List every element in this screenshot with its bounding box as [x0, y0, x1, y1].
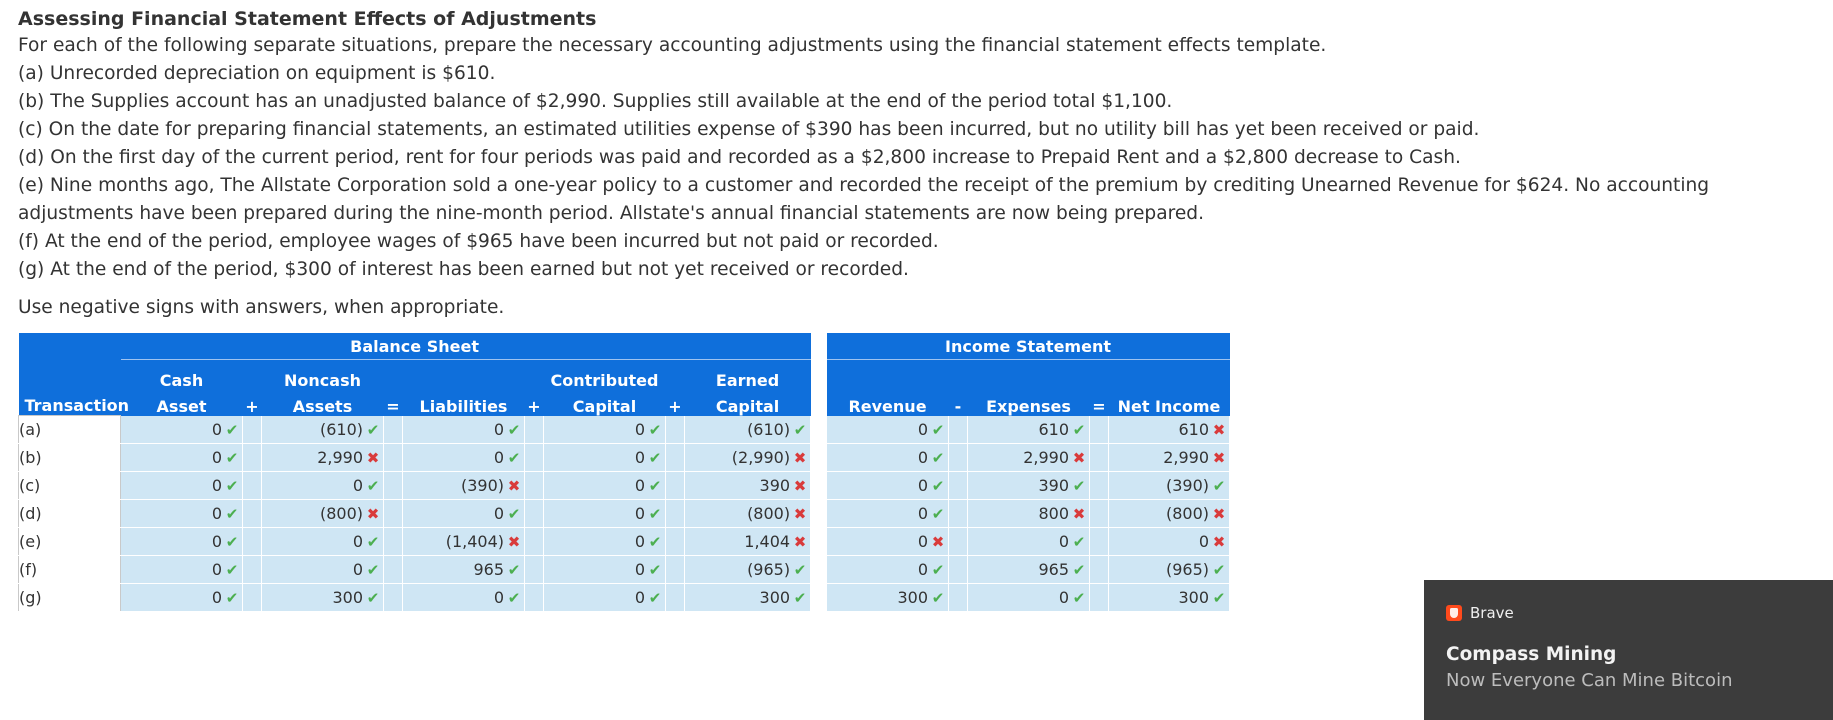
- operator-spacer: [1090, 527, 1109, 555]
- operator-spacer: [1090, 555, 1109, 583]
- correct-check-icon: ✔: [648, 589, 662, 607]
- operator-spacer: [949, 583, 968, 611]
- transaction-label: (f): [19, 556, 121, 584]
- correct-check-icon: ✔: [931, 420, 945, 439]
- cell-noncash[interactable]: [262, 444, 384, 472]
- operator-plus: +: [243, 390, 262, 416]
- operator-spacer: [949, 555, 968, 583]
- operator-spacer: [525, 444, 544, 472]
- cell-net-income[interactable]: [1109, 471, 1230, 499]
- notification-body: Now Everyone Can Mine Bitcoin: [1446, 670, 1733, 691]
- cell-cash[interactable]: [121, 500, 243, 528]
- table-row: [19, 416, 811, 444]
- incorrect-x-icon: ✖: [1072, 504, 1086, 523]
- operator-spacer: [1090, 416, 1109, 444]
- cell-value: (610): [747, 419, 791, 439]
- cell-value: 300: [1178, 587, 1210, 607]
- cell-value: 390: [759, 476, 791, 495]
- transaction-header: Transaction: [19, 390, 121, 416]
- operator-spacer: [1090, 499, 1109, 527]
- correct-check-icon: ✔: [793, 420, 807, 439]
- cell-value: 0: [493, 419, 504, 439]
- operator-spacer: [384, 444, 403, 472]
- cell-value: 0: [917, 559, 928, 579]
- cell-value: (390): [1165, 475, 1210, 495]
- cell-value: 0: [634, 476, 645, 495]
- table-row: [827, 527, 1230, 555]
- operator-spacer: [384, 500, 403, 528]
- bs-col-cash-line1: Cash: [121, 360, 243, 390]
- operator-spacer: [666, 416, 685, 444]
- operator-spacer: [243, 444, 262, 472]
- cell-value: 0: [634, 532, 645, 551]
- cell-value: 0: [211, 532, 222, 551]
- cell-earned[interactable]: [685, 444, 811, 472]
- cell-value: 0: [211, 504, 222, 523]
- correct-check-icon: ✔: [648, 533, 662, 551]
- transaction-label: (d): [19, 500, 121, 528]
- cell-earned[interactable]: [685, 500, 811, 528]
- operator-spacer: [1090, 443, 1109, 471]
- cell-value: 0: [493, 504, 504, 523]
- cell-value: 300: [897, 587, 928, 607]
- cell-cash[interactable]: [121, 444, 243, 472]
- bs-col-contributed-line2: Capital: [544, 390, 666, 416]
- cell-value: (800): [747, 504, 791, 523]
- incorrect-x-icon: ✖: [793, 533, 807, 551]
- cell-net-income[interactable]: [1109, 499, 1230, 527]
- cell-noncash[interactable]: [262, 416, 384, 444]
- cell-contributed[interactable]: [544, 416, 666, 444]
- operator-spacer: [666, 556, 685, 584]
- cell-value: 0: [917, 531, 928, 551]
- operator-spacer: [384, 556, 403, 584]
- cell-noncash[interactable]: [262, 584, 384, 612]
- cell-value: 0: [917, 447, 928, 467]
- operator-equals: =: [1090, 390, 1109, 416]
- incorrect-x-icon: ✖: [1212, 504, 1226, 523]
- correct-check-icon: ✔: [1072, 588, 1086, 607]
- notification-toast[interactable]: [1424, 580, 1833, 720]
- cell-value: 0: [211, 588, 222, 607]
- cell-value: 1,404: [744, 532, 791, 551]
- cell-value: 965: [473, 560, 504, 579]
- operator-spacer: [666, 472, 685, 500]
- cell-liabilities[interactable]: [403, 556, 525, 584]
- incorrect-x-icon: ✖: [507, 533, 521, 551]
- incorrect-x-icon: ✖: [793, 477, 807, 495]
- correct-check-icon: ✔: [366, 533, 380, 551]
- correct-check-icon: ✔: [648, 561, 662, 579]
- situation-a: (a) Unrecorded depreciation on equipment is $610.: [18, 63, 496, 84]
- cell-value: (800): [319, 504, 363, 523]
- incorrect-x-icon: ✖: [793, 449, 807, 467]
- cell-noncash[interactable]: [262, 472, 384, 500]
- notification-app: [1446, 604, 1514, 622]
- correct-check-icon: ✔: [366, 589, 380, 607]
- operator-spacer: [949, 471, 968, 499]
- operator-spacer: [384, 416, 403, 444]
- correct-check-icon: ✔: [931, 504, 945, 523]
- cell-value: (965): [1165, 559, 1210, 579]
- cell-expenses[interactable]: [968, 499, 1090, 527]
- bs-col-noncash-line2: Assets: [262, 390, 384, 416]
- operator-spacer: [666, 500, 685, 528]
- cell-expenses[interactable]: [968, 471, 1090, 499]
- cell-earned[interactable]: [685, 472, 811, 500]
- brave-logo-icon: [1446, 605, 1462, 621]
- correct-check-icon: ✔: [931, 560, 945, 579]
- cell-contributed[interactable]: [544, 528, 666, 556]
- situation-e: (e) Nine months ago, The Allstate Corporation sold a one-year policy to a customer and recorded the receipt of the premium by crediting Unearned Revenue for $624. No accounting adjustments have been prepared during the nine-month period. Allstate's annual financial statements are now being prepared.: [18, 175, 1710, 224]
- cell-value: 0: [352, 476, 363, 495]
- operator-spacer: [243, 584, 262, 612]
- cell-noncash[interactable]: [262, 500, 384, 528]
- table-row: [19, 444, 811, 472]
- table-row: [827, 555, 1230, 583]
- cell-value: 0: [211, 476, 222, 495]
- balance-sheet-title: Balance Sheet: [19, 333, 811, 360]
- cell-net-income[interactable]: [1109, 527, 1230, 555]
- operator-spacer: [1090, 471, 1109, 499]
- correct-check-icon: ✔: [793, 589, 807, 607]
- cell-noncash[interactable]: [262, 556, 384, 584]
- cell-value: 0: [352, 532, 363, 551]
- cell-liabilities[interactable]: [403, 416, 525, 444]
- operator-spacer: [949, 443, 968, 471]
- operator-spacer: [666, 584, 685, 612]
- cell-contributed[interactable]: [544, 444, 666, 472]
- cell-expenses[interactable]: [968, 583, 1090, 611]
- cell-contributed[interactable]: [544, 556, 666, 584]
- operator-plus: +: [525, 390, 544, 416]
- operator-spacer: [525, 528, 544, 556]
- cell-value: 0: [917, 503, 928, 523]
- table-row: [827, 499, 1230, 527]
- cell-revenue[interactable]: [827, 443, 949, 471]
- correct-check-icon: ✔: [507, 561, 521, 579]
- incorrect-x-icon: ✖: [507, 477, 521, 495]
- cell-value: 2,990: [1023, 447, 1069, 467]
- correct-check-icon: ✔: [507, 420, 521, 439]
- correct-check-icon: ✔: [225, 420, 239, 439]
- correct-check-icon: ✔: [507, 449, 521, 467]
- cell-value: 610: [1038, 419, 1069, 439]
- is-col-net-income: Net Income: [1109, 390, 1230, 416]
- income-statement-table: [826, 333, 1230, 612]
- transaction-label: (c): [19, 472, 121, 500]
- operator-spacer: [384, 472, 403, 500]
- correct-check-icon: ✔: [1072, 420, 1086, 439]
- operator-spacer: [384, 584, 403, 612]
- correct-check-icon: ✔: [366, 561, 380, 579]
- correct-check-icon: ✔: [648, 449, 662, 467]
- table-row: [827, 416, 1230, 444]
- correct-check-icon: ✔: [931, 476, 945, 495]
- table-row: [19, 500, 811, 528]
- cell-value: 0: [352, 560, 363, 579]
- cell-cash[interactable]: [121, 556, 243, 584]
- table-row: [827, 471, 1230, 499]
- incorrect-x-icon: ✖: [931, 532, 945, 551]
- cell-value: 0: [1058, 587, 1069, 607]
- cell-revenue[interactable]: [827, 555, 949, 583]
- notification-heading: Compass Mining: [1446, 644, 1617, 665]
- cell-revenue[interactable]: [827, 416, 949, 444]
- transaction-label: (b): [19, 444, 121, 472]
- bs-col-earned-line1: Earned: [685, 360, 811, 390]
- income-statement-title: Income Statement: [827, 333, 1230, 360]
- correct-check-icon: ✔: [1212, 588, 1226, 607]
- situation-b: (b) The Supplies account has an unadjusted balance of $2,990. Supplies still available at the end of the period total $1,100.: [18, 91, 1173, 112]
- cell-value: 965: [1038, 559, 1069, 579]
- operator-spacer: [525, 472, 544, 500]
- incorrect-x-icon: ✖: [1072, 448, 1086, 467]
- cell-contributed[interactable]: [544, 500, 666, 528]
- cell-cash[interactable]: [121, 416, 243, 444]
- bs-col-noncash-line1: Noncash: [262, 360, 384, 390]
- situation-c: (c) On the date for preparing financial statements, an estimated utilities expense of $390 has been incurred, but no utility bill has yet been received or paid.: [18, 119, 1480, 140]
- correct-check-icon: ✔: [366, 420, 380, 439]
- correct-check-icon: ✔: [225, 533, 239, 551]
- cell-liabilities[interactable]: [403, 528, 525, 556]
- operator-plus: +: [666, 390, 685, 416]
- operator-spacer: [949, 499, 968, 527]
- table-row: [19, 472, 811, 500]
- cell-revenue[interactable]: [827, 471, 949, 499]
- transaction-label: (e): [19, 528, 121, 556]
- cell-expenses[interactable]: [968, 443, 1090, 471]
- operator-spacer: [525, 556, 544, 584]
- operator-spacer: [525, 416, 544, 444]
- bs-col-cash-line2: Asset: [121, 390, 243, 416]
- cell-value: 0: [1058, 531, 1069, 551]
- cell-liabilities[interactable]: [403, 500, 525, 528]
- cell-value: 0: [634, 448, 645, 467]
- cell-net-income[interactable]: [1109, 583, 1230, 611]
- cell-expenses[interactable]: [968, 555, 1090, 583]
- is-col-expenses: Expenses: [968, 390, 1090, 416]
- incorrect-x-icon: ✖: [793, 505, 807, 523]
- cell-earned[interactable]: [685, 416, 811, 444]
- cell-expenses[interactable]: [968, 527, 1090, 555]
- cell-cash[interactable]: [121, 528, 243, 556]
- operator-spacer: [949, 527, 968, 555]
- cell-value: (965): [747, 560, 791, 579]
- cell-value: 610: [1178, 419, 1210, 439]
- correct-check-icon: ✔: [507, 589, 521, 607]
- cell-value: (800): [1165, 503, 1210, 523]
- operator-spacer: [243, 528, 262, 556]
- transaction-label: (g): [19, 584, 121, 612]
- cell-earned[interactable]: [685, 528, 811, 556]
- cell-value: 0: [917, 419, 928, 439]
- correct-check-icon: ✔: [225, 505, 239, 523]
- cell-value: 2,990: [1163, 447, 1210, 467]
- cell-value: 0: [493, 448, 504, 467]
- operator-spacer: [384, 528, 403, 556]
- operator-spacer: [525, 584, 544, 612]
- correct-check-icon: ✔: [931, 448, 945, 467]
- cell-net-income[interactable]: [1109, 443, 1230, 471]
- operator-minus: -: [949, 390, 968, 416]
- correct-check-icon: ✔: [648, 505, 662, 523]
- cell-value: (2,990): [731, 448, 791, 467]
- cell-net-income[interactable]: [1109, 555, 1230, 583]
- operator-spacer: [243, 416, 262, 444]
- bs-col-liabilities-line1: [403, 360, 525, 390]
- correct-check-icon: ✔: [366, 477, 380, 495]
- bs-col-contributed-line1: Contributed: [544, 360, 666, 390]
- table-row: [827, 583, 1230, 611]
- cell-net-income[interactable]: [1109, 416, 1230, 444]
- incorrect-x-icon: ✖: [366, 505, 380, 523]
- problem-statement: [18, 6, 1818, 322]
- cell-value: 0: [634, 419, 645, 439]
- cell-value: 0: [1198, 531, 1210, 551]
- cell-cash[interactable]: [121, 472, 243, 500]
- notification-app-name: Brave: [1470, 604, 1514, 622]
- incorrect-x-icon: ✖: [1212, 448, 1226, 467]
- cell-earned[interactable]: [685, 584, 811, 612]
- correct-check-icon: ✔: [1072, 476, 1086, 495]
- cell-value: 0: [634, 504, 645, 523]
- instruction-note: Use negative signs with answers, when appropriate.: [18, 297, 505, 318]
- balance-sheet-table: [18, 333, 811, 612]
- cell-liabilities[interactable]: [403, 472, 525, 500]
- correct-check-icon: ✔: [1212, 560, 1226, 579]
- correct-check-icon: ✔: [648, 420, 662, 439]
- cell-value: 800: [1038, 503, 1069, 523]
- cell-value: 0: [211, 419, 222, 439]
- cell-value: 300: [332, 588, 363, 607]
- cell-revenue[interactable]: [827, 527, 949, 555]
- correct-check-icon: ✔: [1212, 476, 1226, 495]
- incorrect-x-icon: ✖: [366, 449, 380, 467]
- cell-revenue[interactable]: [827, 499, 949, 527]
- is-col-revenue: Revenue: [827, 390, 949, 416]
- cell-value: 2,990: [317, 448, 363, 467]
- correct-check-icon: ✔: [225, 561, 239, 579]
- table-row: [827, 443, 1230, 471]
- problem-intro: For each of the following separate situations, prepare the necessary accounting adjustments using the financial statement effects template.: [18, 35, 1327, 56]
- cell-earned[interactable]: [685, 556, 811, 584]
- operator-spacer: [243, 556, 262, 584]
- situation-d: (d) On the first day of the current period, rent for four periods was paid and recorded as a $2,800 increase to Prepaid Rent and a $2,800 decrease to Cash.: [18, 147, 1461, 168]
- situation-f: (f) At the end of the period, employee wages of $965 have been incurred but not paid or recorded.: [18, 231, 939, 252]
- cell-value: 0: [917, 475, 928, 495]
- correct-check-icon: ✔: [931, 588, 945, 607]
- operator-spacer: [666, 528, 685, 556]
- cell-contributed[interactable]: [544, 472, 666, 500]
- correct-check-icon: ✔: [648, 477, 662, 495]
- incorrect-x-icon: ✖: [1212, 532, 1226, 551]
- cell-value: (390): [460, 476, 504, 495]
- cell-expenses[interactable]: [968, 416, 1090, 444]
- operator-equals: =: [384, 390, 403, 416]
- correct-check-icon: ✔: [1072, 560, 1086, 579]
- operator-spacer: [1090, 583, 1109, 611]
- correct-check-icon: ✔: [225, 589, 239, 607]
- operator-spacer: [949, 416, 968, 444]
- cell-cash[interactable]: [121, 584, 243, 612]
- cell-value: 0: [634, 560, 645, 579]
- cell-value: 0: [493, 588, 504, 607]
- table-row: [19, 556, 811, 584]
- bs-col-liabilities-line2: Liabilities: [403, 390, 525, 416]
- operator-spacer: [525, 500, 544, 528]
- transaction-label: (a): [19, 416, 121, 444]
- situation-g: (g) At the end of the period, $300 of interest has been earned but not yet received or recorded.: [18, 259, 909, 280]
- incorrect-x-icon: ✖: [1212, 420, 1226, 439]
- cell-contributed[interactable]: [544, 584, 666, 612]
- cell-noncash[interactable]: [262, 528, 384, 556]
- cell-value: 390: [1038, 475, 1069, 495]
- bs-col-earned-line2: Capital: [685, 390, 811, 416]
- operator-spacer: [666, 444, 685, 472]
- operator-spacer: [243, 500, 262, 528]
- cell-liabilities[interactable]: [403, 584, 525, 612]
- cell-revenue[interactable]: [827, 583, 949, 611]
- problem-title: Assessing Financial Statement Effects of Adjustments: [18, 8, 597, 30]
- correct-check-icon: ✔: [225, 449, 239, 467]
- operator-spacer: [243, 472, 262, 500]
- cell-value: 0: [634, 588, 645, 607]
- correct-check-icon: ✔: [1072, 532, 1086, 551]
- table-row: [19, 528, 811, 556]
- cell-value: 0: [211, 560, 222, 579]
- cell-value: (1,404): [445, 532, 504, 551]
- cell-value: (610): [319, 419, 363, 439]
- correct-check-icon: ✔: [225, 477, 239, 495]
- cell-value: 0: [211, 448, 222, 467]
- cell-value: 300: [759, 588, 791, 607]
- correct-check-icon: ✔: [507, 505, 521, 523]
- table-row: [19, 584, 811, 612]
- cell-liabilities[interactable]: [403, 444, 525, 472]
- correct-check-icon: ✔: [793, 561, 807, 579]
